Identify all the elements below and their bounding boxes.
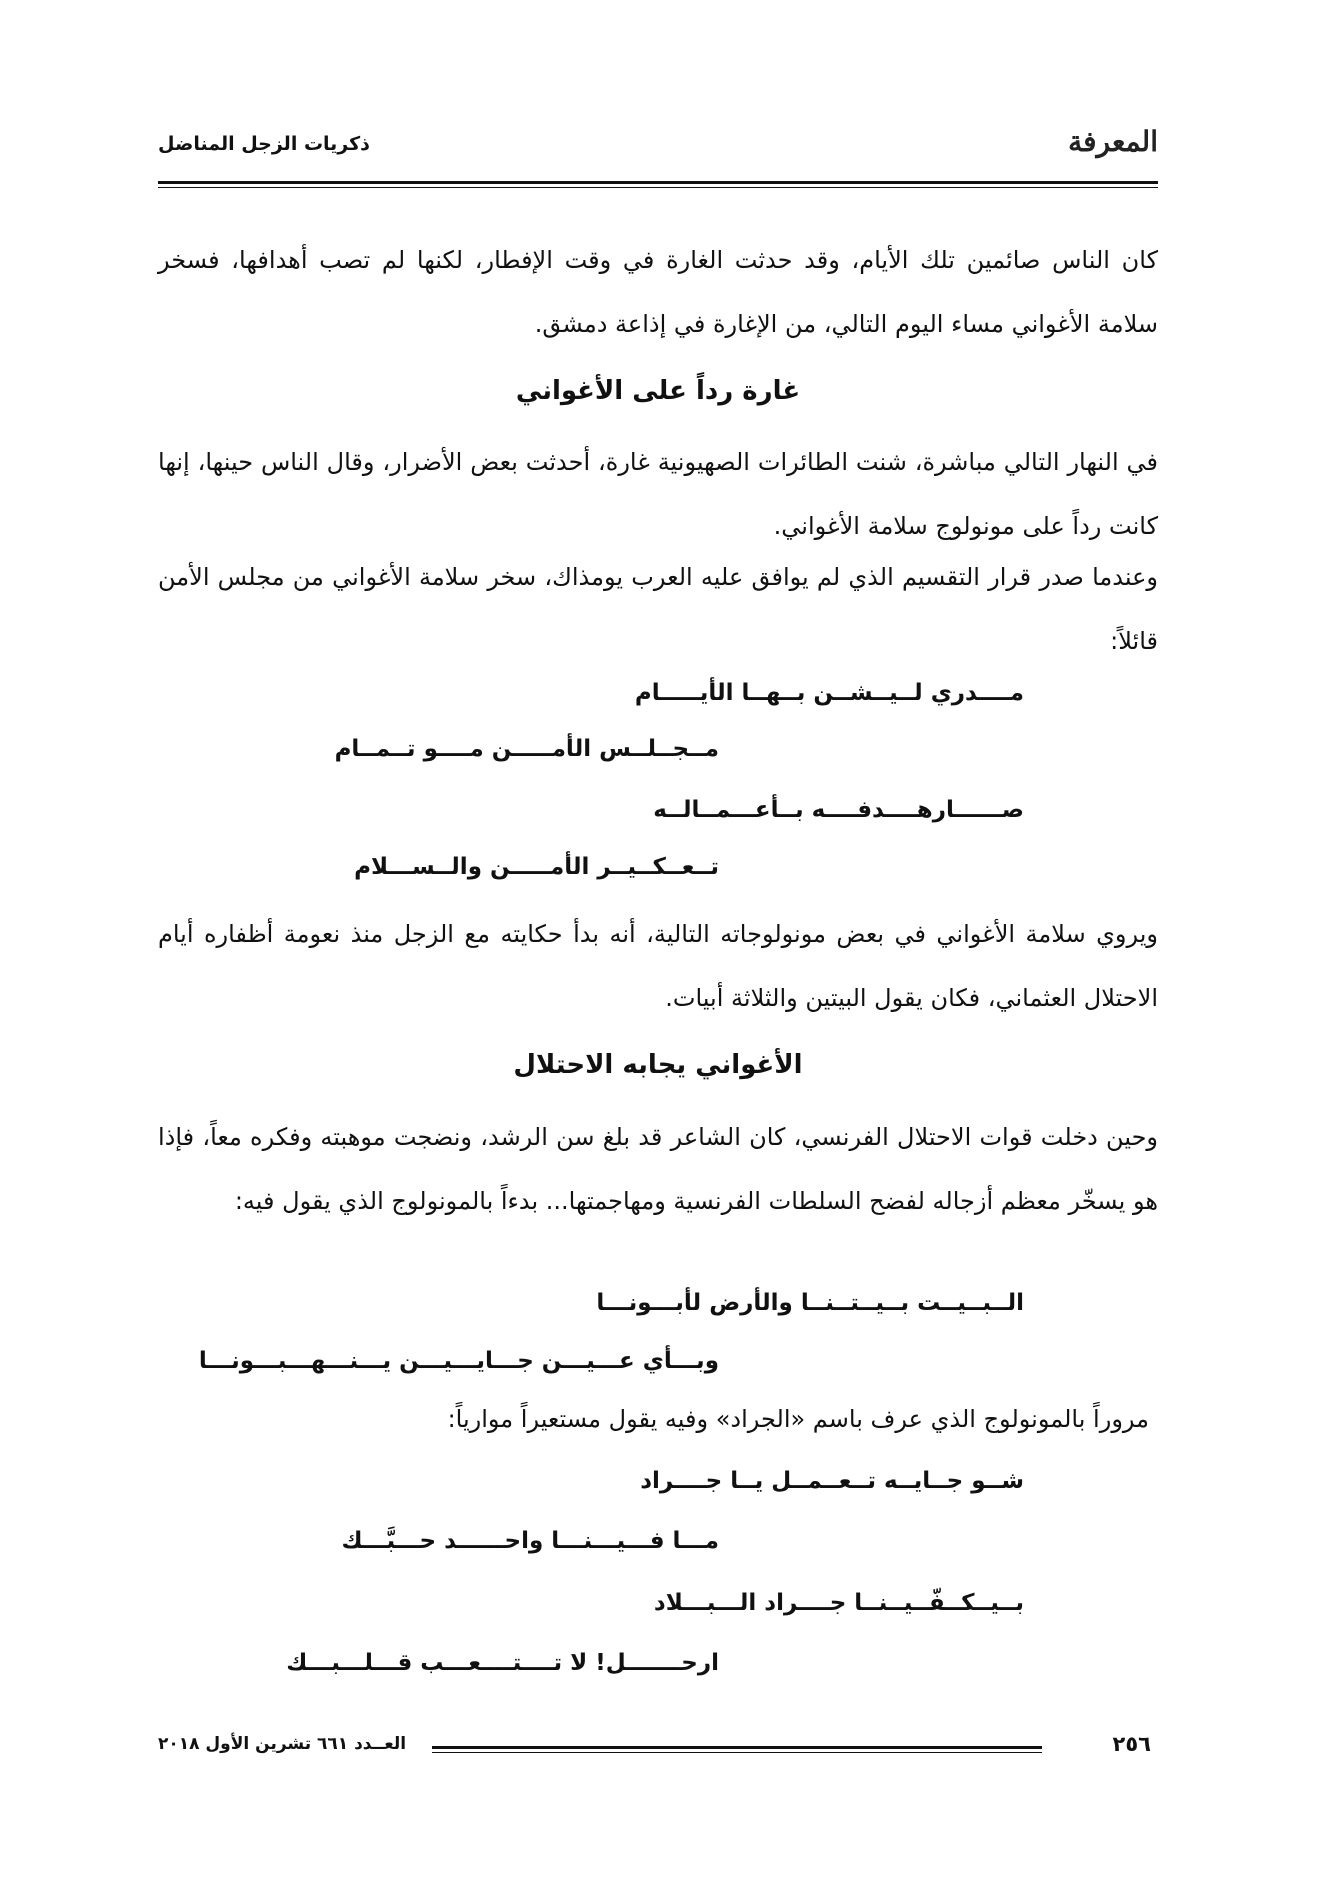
page-number: ٢٥٦ [1112,1732,1151,1756]
paragraph-4: ويروي سلامة الأغواني في بعض مونولوجاته التالية، أنه بدأ حكايته مع الزجل منذ نعومة أظفاره أيام الاحتلال العثماني، فكان يقول البيتين والثلاثة أبيات. [158,920,1158,1012]
section-heading-1: غارة رداً على الأغواني [515,376,801,406]
verse-line-5: الــبــيــت بــيــتــنــا والأرض لأبـــونـــا [596,1290,1024,1316]
verse-line-7: شــو جــايــه تــعــمــل يــا جــــراد [640,1468,1024,1494]
issue-info: العــدد ٦٦١ تشرين الأول ٢٠١٨ [158,1734,407,1754]
header-rule [158,181,1158,184]
paragraph-6: مروراً بالمونولوج الذي عرف باسم «الجراد» وفيه يقول مستعيراً موارياً: [447,1405,1149,1433]
verse-line-8: مـــا فـــيـــنـــا واحــــــد حـــبَّـــك [341,1528,719,1554]
footer-rule [432,1746,1042,1749]
paragraph-2: في النهار التالي مباشرة، شنت الطائرات الصهيونية غارة، أحدثت بعض الأضرار، وقال الناس حينها، إنها كانت رداً على مونولوج سلامة الأغواني. [158,448,1158,540]
verse-line-6: وبـــأي عـــيـــن جـــايـــيـــن يـــنـــهـــبـــونـــا [198,1348,719,1374]
verse-line-3: صــــــارهــــدفــــه بــأعـــمــالــه [653,797,1024,823]
header-rule-thin [158,187,1158,188]
verse-line-1: مــــدري لــيــشــن بــهــا الأيـــــام [634,680,1024,706]
footer-rule-thin [432,1752,1042,1753]
verse-line-9: بــيــكــفّــيــنــا جــــراد الـــبـــلاد [653,1590,1024,1616]
page-header [158,125,1158,170]
magazine-logo: المعرفة [1068,125,1158,158]
paragraph-1: كان الناس صائمين تلك الأيام، وقد حدثت الغارة في وقت الإفطار، لكنها لم تصب أهدافها، فسخر سلامة الأغواني مساء اليوم التالي، من الإغارة في إذاعة دمشق. [158,246,1158,338]
paragraph-5: وحين دخلت قوات الاحتلال الفرنسي، كان الشاعر قد بلغ سن الرشد، ونضجت موهبته وفكره معاً، فإذا هو يسخّر معظم أزجاله لفضح السلطات الفرنسية ومهاجمتها... بدءاً بالمونولوج الذي يقول فيه: [158,1123,1158,1215]
section-heading-2: الأغواني يجابه الاحتلال [513,1050,803,1080]
verse-line-10: ارحـــــــل! لا تــــتــــعـــب قـــلـــبـــك [286,1650,719,1676]
paragraph-3: وعندما صدر قرار التقسيم الذي لم يوافق عليه العرب يومذاك، سخر سلامة الأغواني من مجلس الأمن قائلاً: [158,563,1158,655]
verse-line-2: مــجــلــس الأمـــــن مــــو تــمــام [334,736,719,762]
running-title: ذكريات الزجل المناضل [158,133,370,155]
verse-line-4: تــعــكــيــر الأمـــــن والــســـلام [354,854,719,880]
